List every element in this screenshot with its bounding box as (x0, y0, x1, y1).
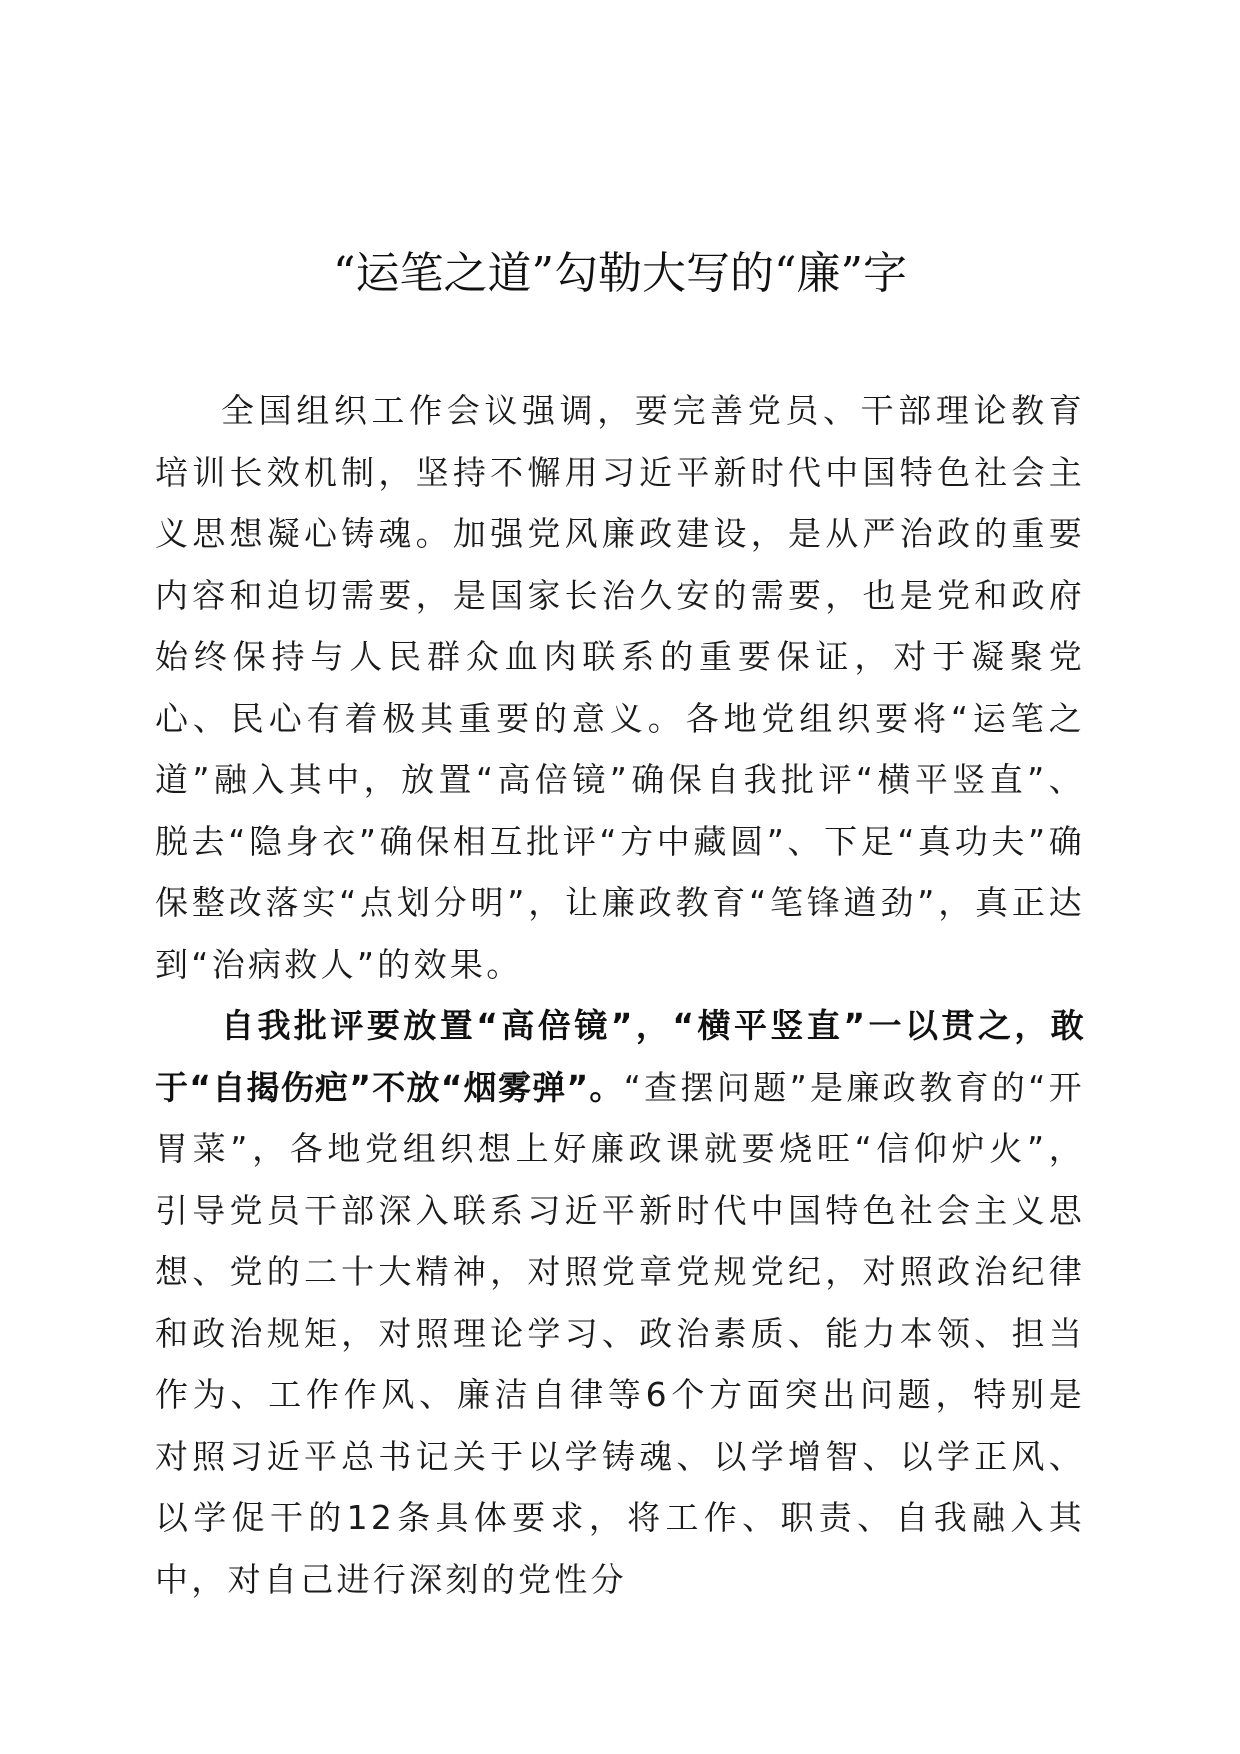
document-title: “运笔之道”勾勒大写的“廉”字 (333, 248, 907, 299)
document-body (155, 380, 1085, 1610)
paragraph-2-lead: 自我批评要放置“高倍镜”，“横平竖直”一以贯之，敢于“自揭伤疤”不放“烟雾弹”。 (155, 1006, 1085, 1107)
paragraph-2-text: “查摆问题”是廉政教育的“开胃菜”，各地党组织想上好廉政课就要烧旺“信仰炉火”，引导党员干部深入联系习近平新时代中国特色社会主义思想、党的二十大精神，对照党章党规党纪，对照政治纪律和政治规矩，对照理论学习、政治素质、能力本领、担当作为、工作作风、廉洁自律等6个方面突出问题，特别是对照习近平总书记关于以学铸魂、以学增智、以学正风、以学促干的12条具体要求，将工作、职责、自我融入其中，对自己进行深刻的党性分 (155, 1067, 1085, 1599)
paragraph-2 (155, 995, 1085, 1610)
paragraph-1 (155, 380, 1085, 995)
paragraph-1-text: 全国组织工作会议强调，要完善党员、干部理论教育培训长效机制，坚持不懈用习近平新时代中国特色社会主义思想凝心铸魂。加强党风廉政建设，是从严治政的重要内容和迫切需要，是国家长治久安的需要，也是党和政府始终保持与人民群众血肉联系的重要保证，对于凝聚党心、民心有着极其重要的意义。各地党组织要将“运笔之道”融入其中，放置“高倍镜”确保自我批评“横平竖直”、脱去“隐身衣”确保相互批评“方中藏圆”、下足“真功夫”确保整改落实“点划分明”，让廉政教育“笔锋遒劲”，真正达到“治病救人”的效果。 (155, 391, 1085, 984)
